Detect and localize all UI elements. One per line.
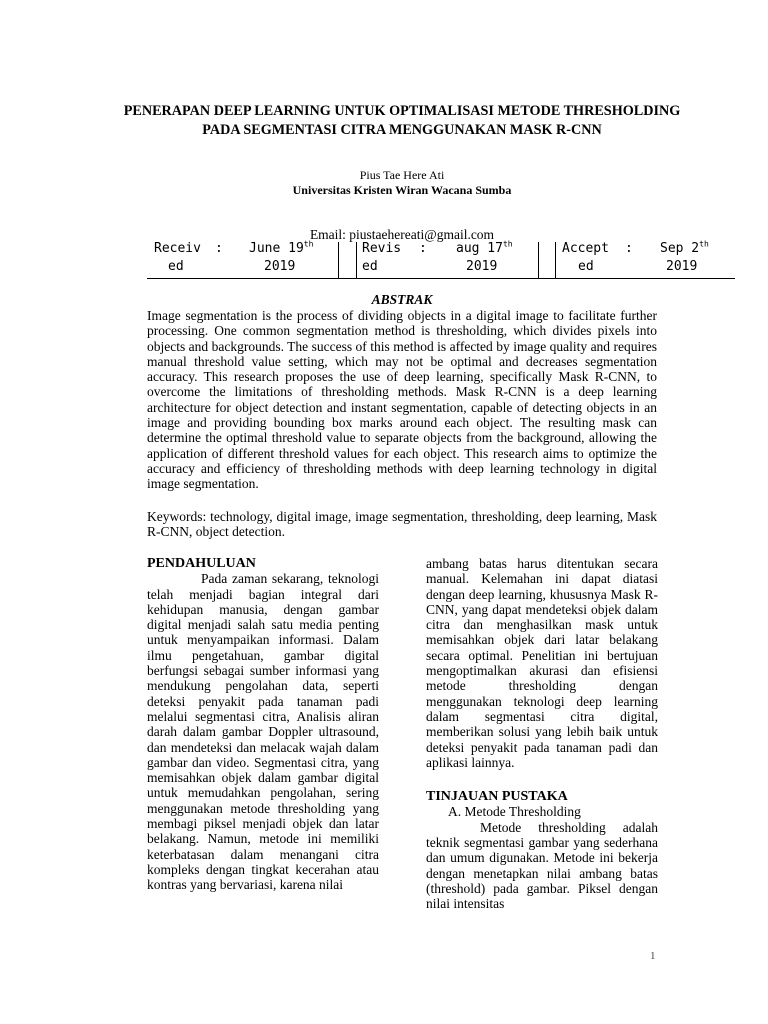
abstract-heading: ABSTRAK (371, 292, 433, 307)
received-colon: : (215, 241, 223, 256)
date-divider (555, 242, 556, 278)
review-paragraph: Metode thresholding adalah teknik segmentasi gambar yang sederhana dan umum digunakan. Metode ini bekerja dengan menetapkan nilai ambang batas (threshold) pada gambar. Piksel dengan nilai intensitas (426, 819, 658, 912)
accepted-colon: : (625, 241, 633, 256)
review-heading: TINJAUAN PUSTAKA (426, 789, 568, 805)
left-column (147, 556, 379, 893)
abstract-text: Image segmentation is the process of dividing objects in a digital image to facilitate further processing. One common segmentation method is thresholding, which divides pixels into objects and backgrounds. The success of this method is affected by image quality and requires manual threshold value setting, which may not be optimal and decreases segmentation accuracy. This research proposes the use of deep learning, specifically Mask R-CNN, to overcome the limitations of thresholding methods. Mask R-CNN is a deep learning architecture for object detection and instant segmentation, capable of detecting objects in an image and providing bounding box marks around each object. The resulting mask can determine the optimal threshold value to separate objects from the background, allowing the application of different threshold values for each object. This research aims to optimize the accuracy and efficiency of thresholding methods with deep learning technology in digital image segmentation. (147, 308, 657, 492)
revised-colon: : (419, 241, 427, 256)
accepted-value: Sep 2th (660, 239, 709, 256)
accepted-label-cont: ed (578, 259, 594, 274)
author-affiliation: Universitas Kristen Wiran Wacana Sumba (292, 183, 512, 197)
date-divider (338, 242, 339, 278)
revised-value: aug 17th (456, 239, 513, 256)
received-label-cont: ed (168, 259, 184, 274)
intro-paragraph: Pada zaman sekarang, teknologi telah menjadi bagian integral dari kehidupan manusia, dengan gambar digital menjadi salah satu media penting untuk menyampaikan informasi. Dalam ilmu pengetahuan, gambar digital berfungsi sebagai sumber informasi yang mendukung pengolahan data, seperti deteksi penyakit pada tanaman padi melalui segmentasi citra, Analisis aliran darah dalam gambar Doppler ultrasound, dan mendeteksi dan melacak wajah dalam gambar dan video. Segmentasi citra, yang memisahkan objek dalam gambar digital untuk memudahkan pengolahan, sering menggunakan metode thresholding yang membagi piksel menjadi objek dan latar belakang. Namun, metode ini memiliki keterbatasan dalam menangani citra kompleks dengan tingkat kecerahan atau kontras yang bervariasi, karena nilai (147, 571, 379, 893)
accepted-label: Accept (562, 241, 609, 256)
intro-paragraph-continued: ambang batas harus ditentukan secara manual. Kelemahan ini dapat diatasi dengan deep learning, khususnya Mask R-CNN, yang dapat mendeteksi objek dalam citra dan menghasilkan mask untuk memisahkan objek dari latar belakang secara optimal. Penelitian ini bertujuan mengoptimalkan akurasi dan efisiensi metode thresholding dengan menggunakan teknologi deep learning dalam segmentasi citra digital, memberikan solusi yang lebih baik untuk deteksi penyakit pada tanaman padi dan aplikasi lainnya. (426, 556, 658, 770)
revised-year: 2019 (466, 259, 498, 274)
review-subheading: A. Metode Thresholding (448, 804, 581, 820)
paper-title: PENERAPAN DEEP LEARNING UNTUK OPTIMALISASI METODE THRESHOLDING PADA SEGMENTASI CITRA MENGGUNAKAN MASK R-CNN (123, 103, 681, 138)
right-column (426, 556, 658, 912)
received-year: 2019 (264, 259, 296, 274)
date-divider (538, 242, 539, 278)
keywords: Keywords: technology, digital image, image segmentation, thresholding, deep learning, Mask R-CNN, object detection. (147, 509, 657, 540)
intro-heading: PENDAHULUAN (147, 556, 256, 571)
revised-label: Revis (362, 241, 402, 256)
accepted-year: 2019 (666, 259, 698, 274)
author-email: Email: piustaehereati@gmail.com (309, 227, 495, 242)
received-label: Receiv (154, 241, 201, 256)
date-divider (356, 242, 357, 278)
revised-label-cont: ed (362, 259, 378, 274)
author-name: Pius Tae Here Ati (359, 168, 445, 182)
page-number: 1 (650, 950, 656, 962)
received-value: June 19th (249, 239, 314, 256)
article-dates-table (147, 240, 735, 279)
